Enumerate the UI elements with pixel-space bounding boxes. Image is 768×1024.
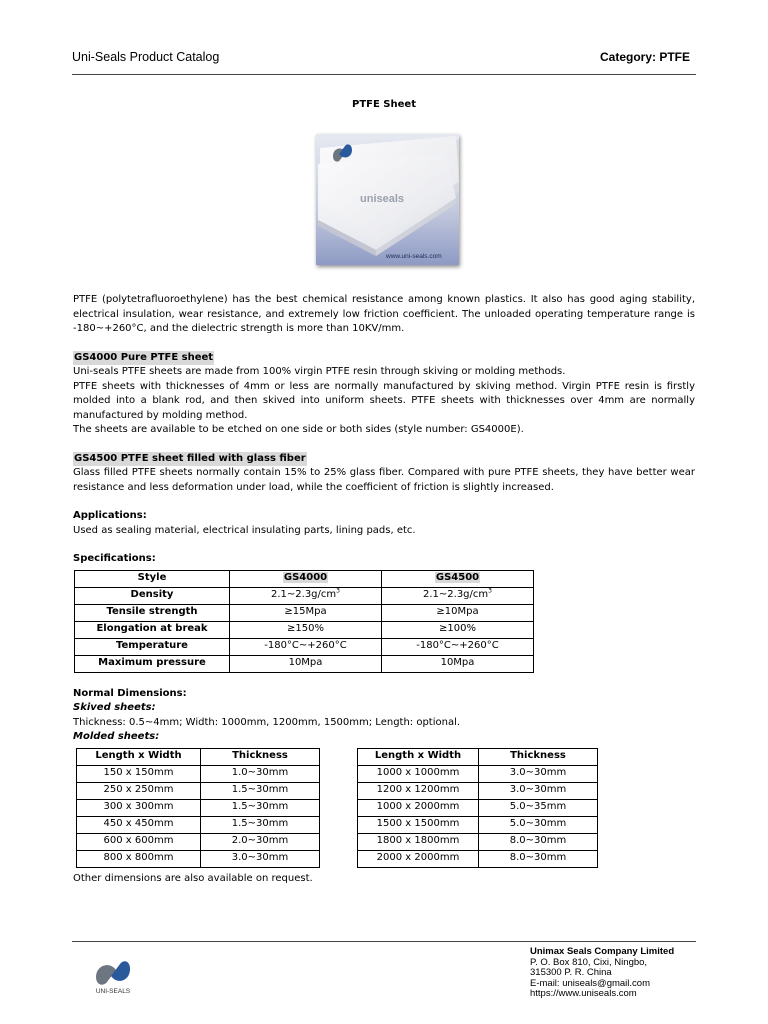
- gs4000-paragraph-2: PTFE sheets with thicknesses of 4mm or less are normally manufactured by skiving method. Virgin PTFE resin is firstly molded into a blank rod, and then skived into uniform sheets. PTFE sheets with thicknesses over 4mm are normally manufactured by molding method.: [73, 380, 695, 421]
- dims-size-cell: 450 x 450mm: [77, 816, 201, 833]
- molded-tables: [76, 748, 695, 868]
- dimensions-label: Normal Dimensions:: [73, 687, 187, 699]
- dims-header-size: Length x Width: [77, 748, 201, 765]
- gs4000-paragraph-3: The sheets are available to be etched on one side or both sides (style number: GS4000E).: [73, 424, 524, 435]
- dims-size-cell: 1200 x 1200mm: [358, 782, 479, 799]
- specifications-label: Specifications:: [73, 553, 156, 564]
- dims-thickness-cell: 8.0~30mm: [479, 833, 598, 850]
- email-link[interactable]: E-mail: uniseals@gmail.com: [530, 977, 650, 989]
- spec-cell-gs4500: -180°C~+260°C: [382, 638, 534, 655]
- skived-label: Skived sheets:: [73, 702, 156, 713]
- applications-text: Used as sealing material, electrical insulating parts, lining pads, etc.: [73, 524, 416, 536]
- dims-thickness-cell: 2.0~30mm: [201, 833, 320, 850]
- dims-thickness-cell: 5.0~35mm: [479, 799, 598, 816]
- table-row: [358, 850, 598, 867]
- molded-label: Molded sheets:: [73, 731, 160, 742]
- dims-header-row: [358, 748, 598, 765]
- specifications-table: [74, 570, 534, 673]
- dims-size-cell: 250 x 250mm: [77, 782, 201, 799]
- table-row: [358, 816, 598, 833]
- dims-size-cell: 600 x 600mm: [77, 833, 201, 850]
- spec-cell-gs4000: -180°C~+260°C: [230, 638, 382, 655]
- category-label: Category: PTFE: [599, 50, 690, 64]
- spec-row-label: Elongation at break: [75, 621, 230, 638]
- table-row: [77, 799, 320, 816]
- gs4500-heading: GS4500 PTFE sheet filled with glass fiber: [73, 452, 307, 467]
- dims-thickness-cell: 1.0~30mm: [201, 765, 320, 782]
- dims-size-cell: 1800 x 1800mm: [358, 833, 479, 850]
- dims-thickness-cell: 1.5~30mm: [201, 816, 320, 833]
- spec-row-label: Tensile strength: [75, 604, 230, 621]
- footer-logo-text: UNI-SEALS: [95, 988, 131, 995]
- table-row: [75, 621, 534, 638]
- table-row: [75, 587, 534, 604]
- table-row: [75, 638, 534, 655]
- spacer: [73, 495, 695, 509]
- spacer: [73, 438, 695, 452]
- photo-url-text: www.uni-seals.com: [386, 253, 442, 260]
- spec-header-gs4500-label: GS4500: [435, 572, 480, 584]
- page-title: PTFE Sheet: [352, 99, 416, 110]
- superscript: 3: [488, 587, 492, 595]
- dims-header-size: Length x Width: [358, 748, 479, 765]
- spec-cell-gs4500: 10Mpa: [382, 655, 534, 672]
- table-row: [77, 833, 320, 850]
- dims-size-cell: 1500 x 1500mm: [358, 816, 479, 833]
- dims-size-cell: 150 x 150mm: [77, 765, 201, 782]
- molded-table-right: [357, 748, 598, 868]
- dims-size-cell: 1000 x 1000mm: [358, 765, 479, 782]
- superscript: 3: [336, 587, 340, 595]
- table-row: [75, 655, 534, 672]
- catalog-title: Uni-Seals Product Catalog: [72, 50, 220, 64]
- spec-header-gs4500: [382, 570, 534, 587]
- table-row: [358, 765, 598, 782]
- table-row: [358, 833, 598, 850]
- spec-cell-gs4500: ≥10Mpa: [382, 604, 534, 621]
- table-row: [77, 765, 320, 782]
- spec-cell-gs4000: ≥15Mpa: [230, 604, 382, 621]
- dims-size-cell: 300 x 300mm: [77, 799, 201, 816]
- website-link[interactable]: https://www.uniseals.com: [530, 988, 637, 999]
- footer-contact: [530, 947, 674, 1000]
- spec-cell-gs4000: $2.1\sim 2.3g/cm^3$: [230, 587, 382, 604]
- dims-thickness-cell: 3.0~30mm: [201, 850, 320, 867]
- spec-header-gs4000-label: GS4000: [283, 572, 328, 584]
- spec-cell-gs4000: ≥150%: [230, 621, 382, 638]
- document-body: [73, 293, 695, 886]
- footer-divider: [72, 941, 696, 942]
- gs4500-paragraph: Glass filled PTFE sheets normally contain 15% to 25% glass fiber. Compared with pure PTFE sheets, they have better wear resistance and less deformation under load, while the coefficient of friction is slightly increased.: [73, 467, 695, 493]
- spec-row-label: Density: [75, 587, 230, 604]
- dims-thickness-cell: 1.5~30mm: [201, 799, 320, 816]
- table-row: [77, 816, 320, 833]
- dims-header-thickness: Thickness: [479, 748, 598, 765]
- molded-table-left: [76, 748, 320, 868]
- table-row: [358, 799, 598, 816]
- table-row: [77, 782, 320, 799]
- dims-header-thickness: Thickness: [201, 748, 320, 765]
- dims-size-cell: 2000 x 2000mm: [358, 850, 479, 867]
- table-row: [358, 782, 598, 799]
- spacer: [73, 673, 695, 687]
- gs4000-paragraph-1: Uni-seals PTFE sheets are made from 100% virgin PTFE resin through skiving or molding methods.: [73, 366, 566, 377]
- dimensions-note: Other dimensions are also available on request.: [73, 872, 313, 884]
- dims-size-cell: 800 x 800mm: [77, 850, 201, 867]
- intro-paragraph: PTFE (polytetrafluoroethylene) has the best chemical resistance among known plastics. It also has good aging stability, electrical insulation, wear resistance, and extremely low friction coefficient. The unloaded operating temperature range is -180~+260°C, and the dielectric strength is more than 10KV/mm.: [73, 294, 695, 334]
- spec-header-row: [75, 570, 534, 587]
- address-line-1: P. O. Box 810, Cixi, Ningbo,: [530, 956, 648, 968]
- photo-brand-text: uniseals: [360, 193, 405, 205]
- spacer: [73, 337, 695, 351]
- dims-thickness-cell: 8.0~30mm: [479, 850, 598, 867]
- dims-thickness-cell: 3.0~30mm: [479, 782, 598, 799]
- table-row: [75, 604, 534, 621]
- spec-cell-gs4500: ≥100%: [382, 621, 534, 638]
- spec-cell-gs4000: 10Mpa: [230, 655, 382, 672]
- company-name: Unimax Seals Company Limited: [530, 946, 675, 957]
- spec-cell-gs4500: $2.1\sim 2.3g/cm^3$: [382, 587, 534, 604]
- spec-header-style: Style: [75, 570, 230, 587]
- header-divider: [72, 74, 696, 75]
- address-line-2: 315300 P. R. China: [530, 967, 612, 978]
- spec-row-label: Maximum pressure: [75, 655, 230, 672]
- spec-row-label: Temperature: [75, 638, 230, 655]
- dims-thickness-cell: 5.0~30mm: [479, 816, 598, 833]
- table-row: [77, 850, 320, 867]
- skived-text: Thickness: 0.5~4mm; Width: 1000mm, 1200mm, 1500mm; Length: optional.: [73, 716, 461, 728]
- applications-label: Applications:: [73, 510, 147, 521]
- dims-thickness-cell: 3.0~30mm: [479, 765, 598, 782]
- dims-header-row: [77, 748, 320, 765]
- spec-header-gs4000: [230, 570, 382, 587]
- dims-thickness-cell: 1.5~30mm: [201, 782, 320, 799]
- dims-size-cell: 1000 x 2000mm: [358, 799, 479, 816]
- gs4000-heading: GS4000 Pure PTFE sheet: [73, 351, 214, 366]
- spacer: [73, 538, 695, 552]
- product-photo: [316, 134, 459, 265]
